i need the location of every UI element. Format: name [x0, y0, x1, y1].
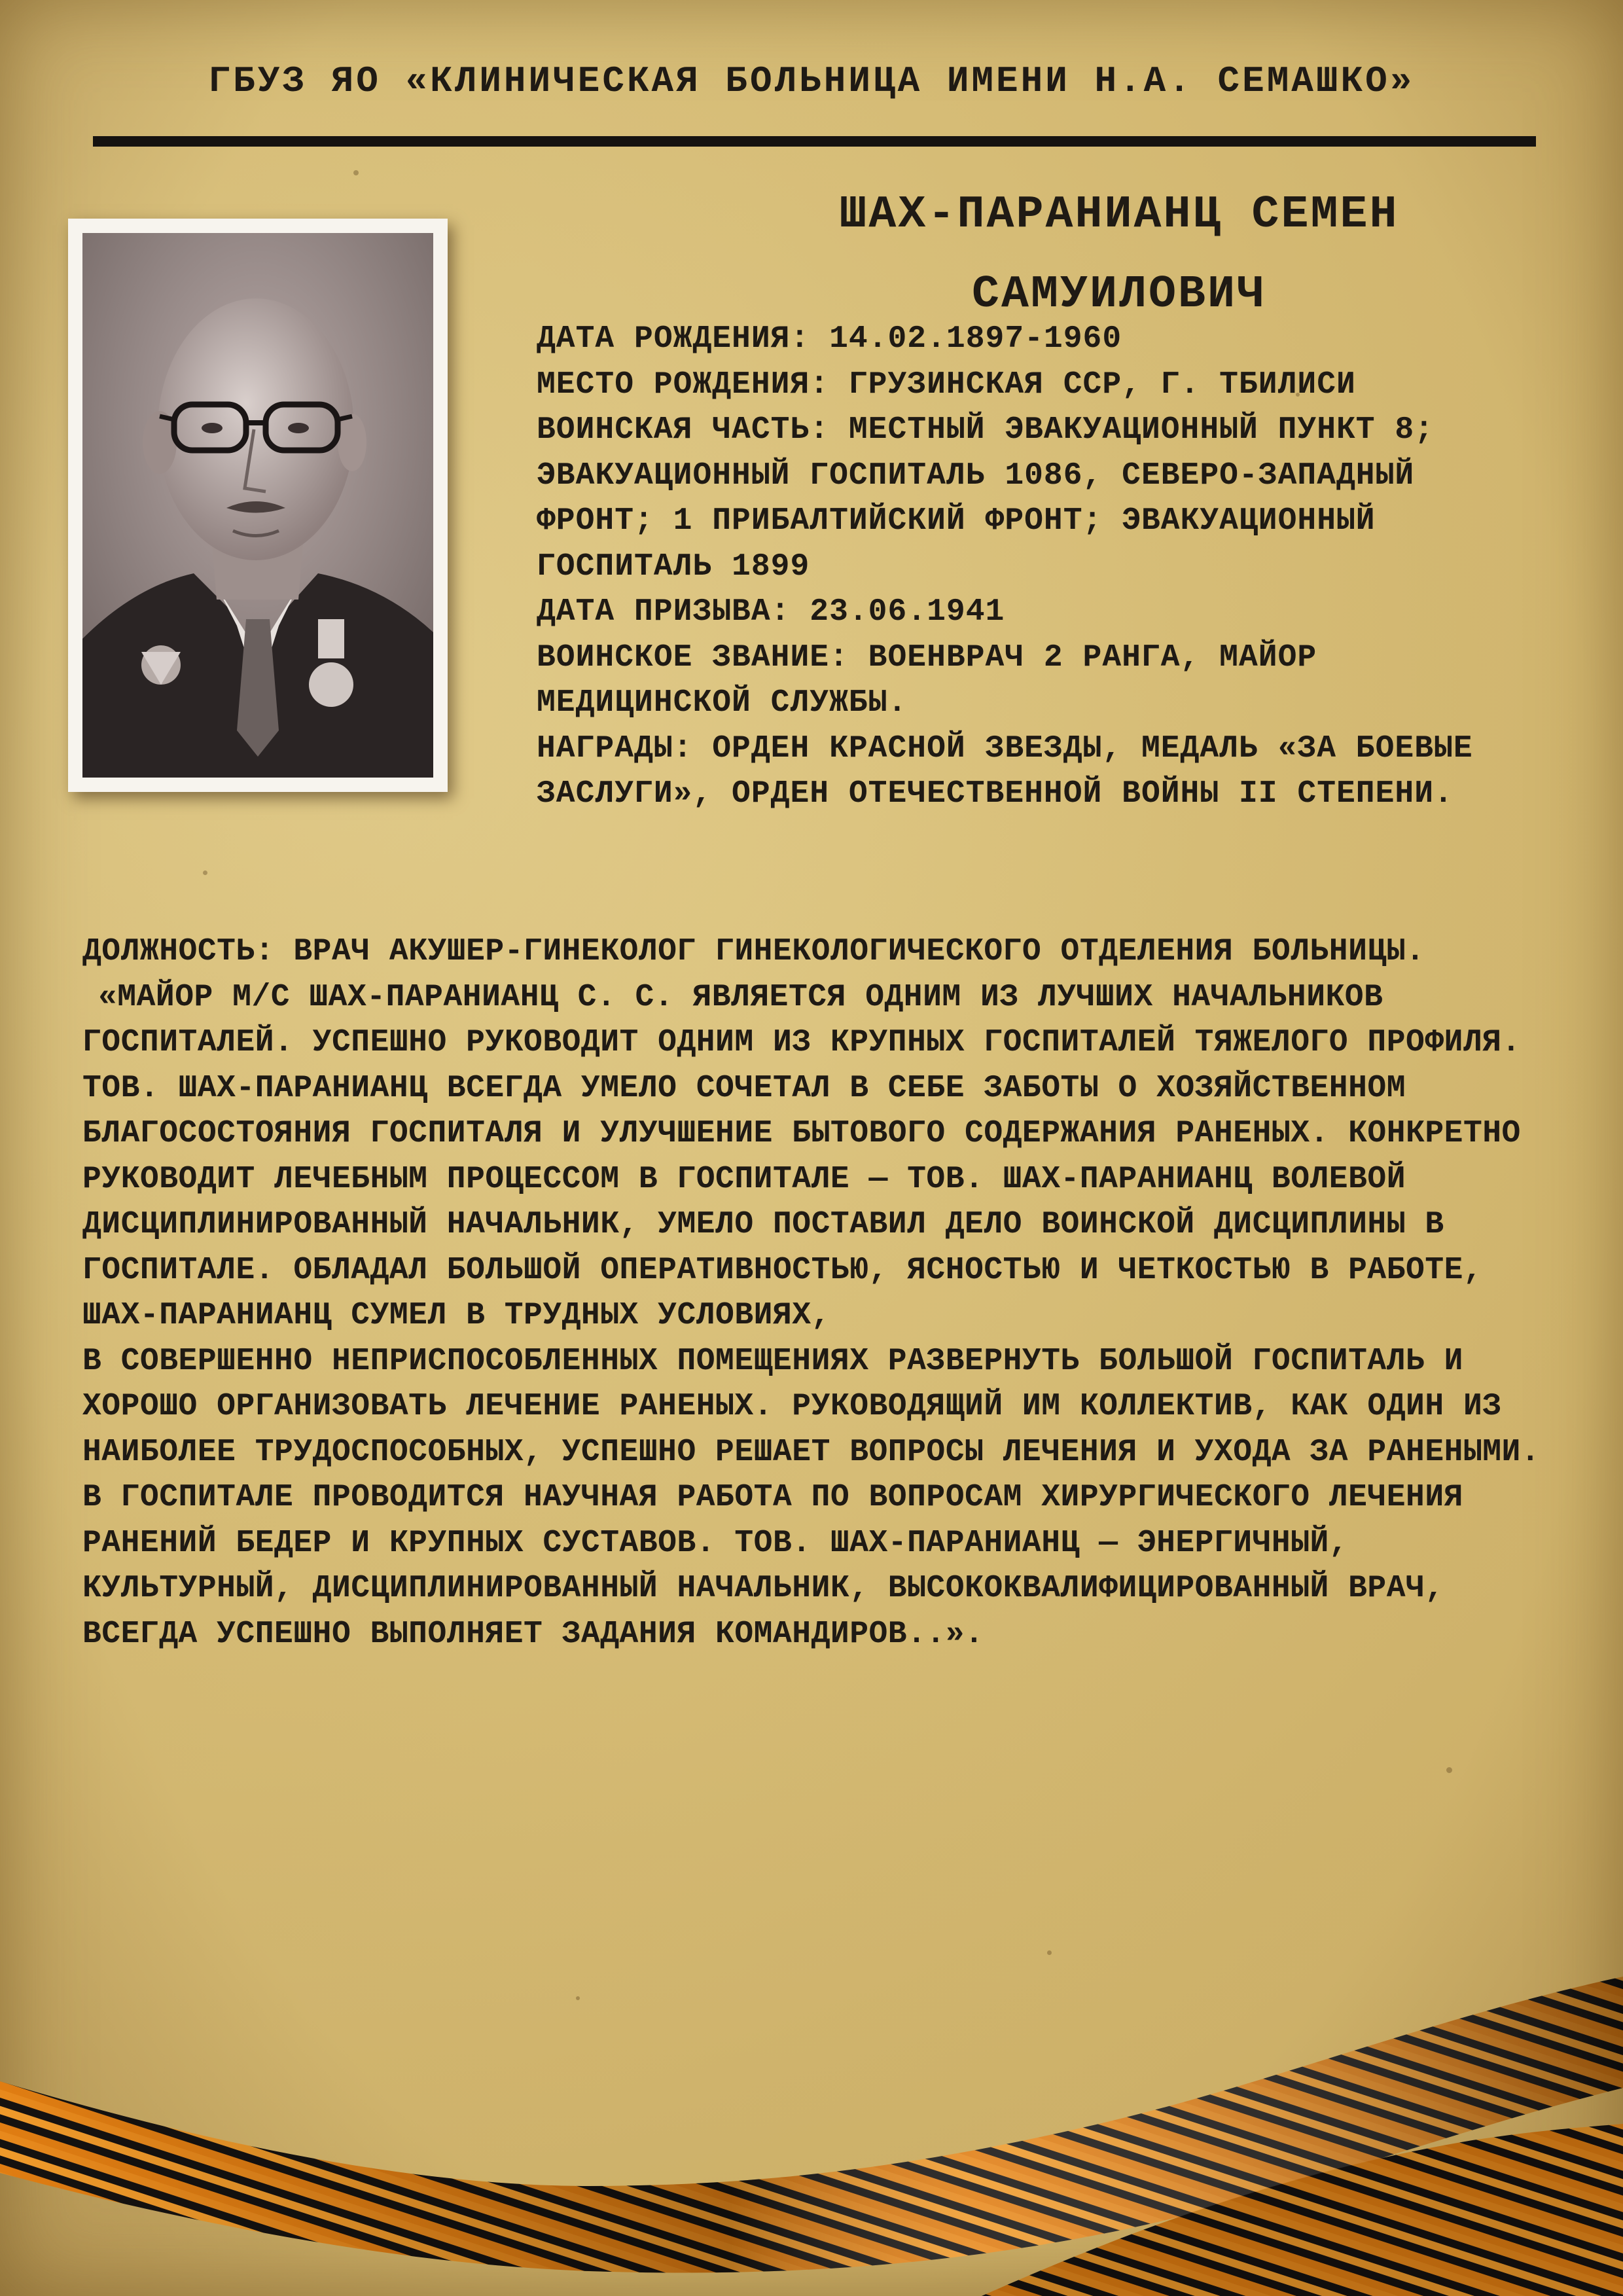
person-name [654, 175, 1584, 335]
military-unit: ВОИНСКАЯ ЧАСТЬ: МЕСТНЫЙ ЭВАКУАЦИОННЫЙ ПУНКТ 8; ЭВАКУАЦИОННЫЙ ГОСПИТАЛЬ 1086, СЕВЕРО-ЗАПАДНЫЙ ФРОНТ; 1 ПРИБАЛТИЙСКИЙ ФРОНТ; ЭВАКУАЦИОННЫЙ ГОСПИТАЛЬ 1899 [537, 412, 1435, 584]
organization-title: ГБУЗ ЯО «КЛИНИЧЕСКАЯ БОЛЬНИЦА ИМЕНИ Н.А. СЕМАШКО» [208, 60, 1415, 102]
person-name-line2: САМУИЛОВИЧ [971, 269, 1267, 321]
biography-paragraph: «МАЙОР М/С ШАХ-ПАРАНИАНЦ С. С. ЯВЛЯЕТСЯ ОДНИМ ИЗ ЛУЧШИХ НАЧАЛЬНИКОВ ГОСПИТАЛЕЙ. УСПЕШНО РУКОВОДИТ ОДНИМ ИЗ КРУПНЫХ ГОСПИТАЛЕЙ ТЯЖЕЛОГО ПРОФИЛЯ. ТОВ. ШАХ-ПАРАНИАНЦ ВСЕГДА УМЕЛО СОЧЕТАЛ В СЕБЕ ЗАБОТЫ О ХОЗЯЙСТВЕННОМ БЛАГОСОСТОЯНИЯ ГОСПИТАЛЯ И УЛУЧШЕНИЕ БЫТОВОГО СОДЕРЖАНИЯ РАНЕНЫХ. КОНКРЕТНО РУКОВОДИТ ЛЕЧЕБНЫМ ПРОЦЕССОМ В ГОСПИТАЛЕ — ТОВ. ШАХ-ПАРАНИАНЦ ВОЛЕВОЙ ДИСЦИПЛИНИРОВАННЫЙ НАЧАЛЬНИК, УМЕЛО ПОСТАВИЛ ДЕЛО ВОИНСКОЙ ДИСЦИПЛИНЫ В ГОСПИТАЛЕ. ОБЛАДАЛ БОЛЬШОЙ ОПЕРАТИВНОСТЬЮ, ЯСНОСТЬЮ И ЧЕТКОСТЬЮ В РАБОТЕ, ШАХ-ПАРАНИАНЦ СУМЕЛ В ТРУДНЫХ УСЛОВИЯХ, [82, 979, 1521, 1333]
conscription-date: ДАТА ПРИЗЫВА: 23.06.1941 [537, 594, 1005, 630]
awards: НАГРАДЫ: ОРДЕН КРАСНОЙ ЗВЕЗДЫ, МЕДАЛЬ «ЗА БОЕВЫЕ ЗАСЛУГИ», ОРДЕН ОТЕЧЕСТВЕННОЙ ВОЙНЫ II СТЕПЕНИ. [537, 730, 1473, 812]
paper-speck [353, 170, 359, 175]
st-george-ribbon [0, 1924, 1623, 2296]
portrait-frame [68, 219, 448, 792]
portrait-photo [82, 233, 433, 778]
header-divider [93, 136, 1536, 147]
position: ДОЛЖНОСТЬ: ВРАЧ АКУШЕР-ГИНЕКОЛОГ ГИНЕКОЛОГИЧЕСКОГО ОТДЕЛЕНИЯ БОЛЬНИЦЫ. [82, 934, 1425, 969]
biography [82, 929, 1561, 1657]
birth-date: ДАТА РОЖДЕНИЯ: 14.02.1897-1960 [537, 321, 1122, 357]
biography-paragraph: В СОВЕРШЕННО НЕПРИСПОСОБЛЕННЫХ ПОМЕЩЕНИЯХ РАЗВЕРНУТЬ БОЛЬШОЙ ГОСПИТАЛЬ И ХОРОШО ОРГАНИЗОВАТЬ ЛЕЧЕНИЕ РАНЕНЫХ. РУКОВОДЯЩИЙ ИМ КОЛЛЕКТИВ, КАК ОДИН ИЗ НАИБОЛЕЕ ТРУДОСПОСОБНЫХ, УСПЕШНО РЕШАЕТ ВОПРОСЫ ЛЕЧЕНИЯ И УХОДА ЗА РАНЕНЫМИ. [82, 1343, 1541, 1470]
birth-place: МЕСТО РОЖДЕНИЯ: ГРУЗИНСКАЯ ССР, Г. ТБИЛИСИ [537, 367, 1356, 403]
person-name-line1: ШАХ-ПАРАНИАНЦ СЕМЕН [839, 189, 1399, 241]
paper-speck [1446, 1767, 1452, 1773]
biography-paragraph: В ГОСПИТАЛЕ ПРОВОДИТСЯ НАУЧНАЯ РАБОТА ПО ВОПРОСАМ ХИРУРГИЧЕСКОГО ЛЕЧЕНИЯ РАНЕНИЙ БЕДЕР И КРУПНЫХ СУСТАВОВ. ТОВ. ШАХ-ПАРАНИАНЦ — ЭНЕРГИЧНЫЙ, КУЛЬТУРНЫЙ, ДИСЦИПЛИНИРОВАННЫЙ НАЧАЛЬНИК, ВЫСОКОКВАЛИФИЦИРОВАННЫЙ ВРАЧ, ВСЕГДА УСПЕШНО ВЫПОЛНЯЕТ ЗАДАНИЯ КОМАНДИРОВ..». [82, 1480, 1463, 1652]
person-info [537, 317, 1531, 817]
paper-speck [203, 870, 207, 875]
military-rank: ВОИНСКОЕ ЗВАНИЕ: ВОЕНВРАЧ 2 РАНГА, МАЙОР МЕДИЦИНСКОЙ СЛУЖБЫ. [537, 639, 1317, 721]
